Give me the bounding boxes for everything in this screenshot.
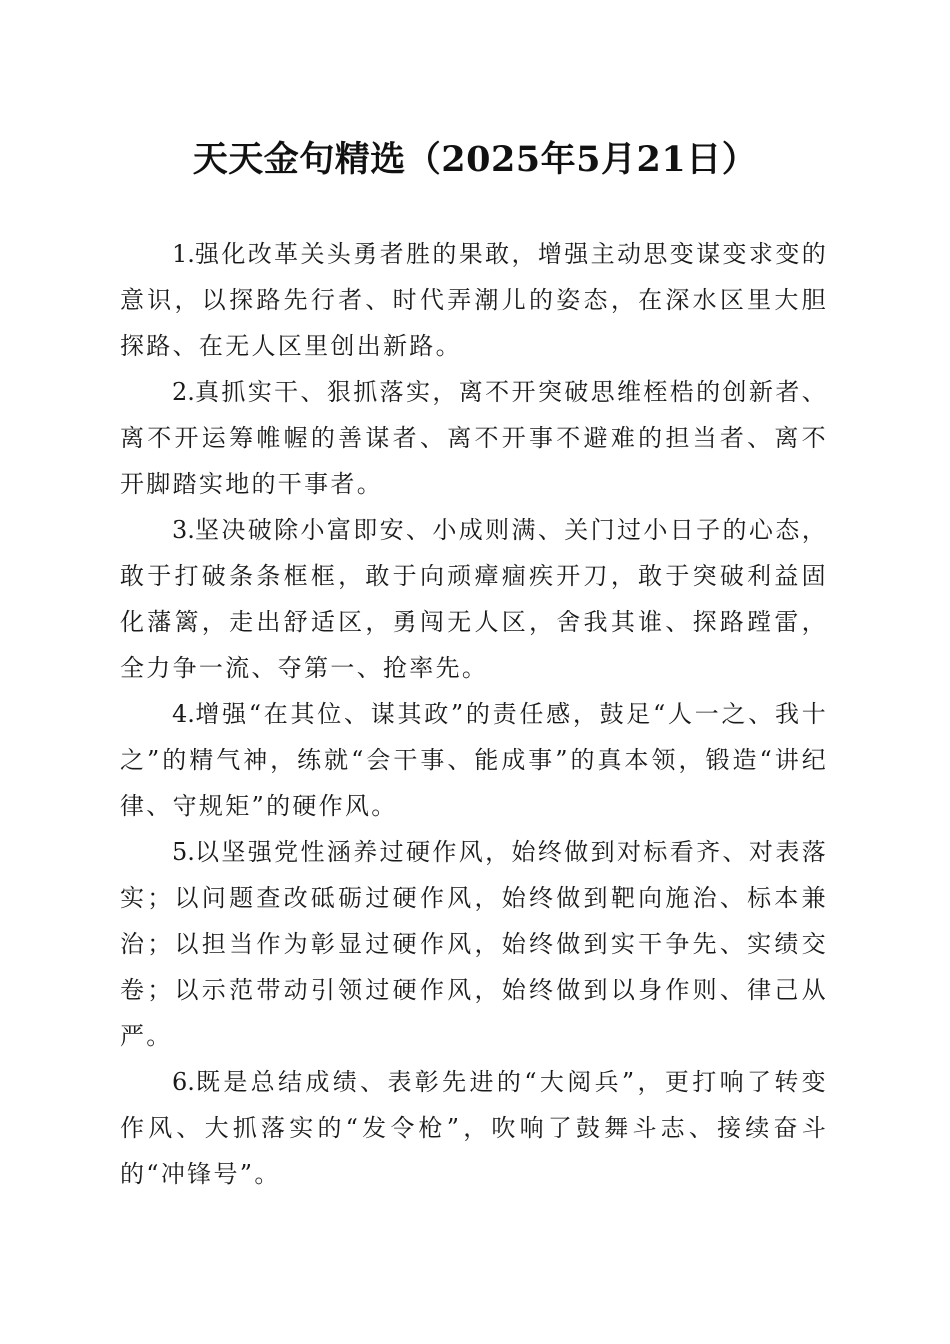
- paragraph-4: [120, 691, 828, 829]
- paragraph-text: 增强“在其位、谋其政”的责任感，鼓足“人一之、我十之”的精气神，练就“会干事、能成事”的真本领，锻造“讲纪律、守规矩”的硬作风。: [120, 700, 828, 820]
- paragraph-text: 既是总结成绩、表彰先进的“大阅兵”，更打响了转变作风、大抓落实的“发令枪”，吹响了鼓舞斗志、接续奋斗的“冲锋号”。: [120, 1068, 828, 1188]
- document-body: [120, 231, 828, 1197]
- paragraph-text: 以坚强党性涵养过硬作风，始终做到对标看齐、对表落实；以问题查改砥砺过硬作风，始终做到靶向施治、标本兼治；以担当作为彰显过硬作风，始终做到实干争先、实绩交卷；以示范带动引领过硬作风，始终做到以身作则、律己从严。: [120, 838, 828, 1050]
- document-title: 天天金句精选（2025年5月21日）: [192, 139, 758, 180]
- paragraph-number: 5.: [172, 838, 195, 866]
- paragraph-number: 1.: [172, 240, 195, 268]
- paragraph-number: 4.: [172, 700, 195, 728]
- paragraph-text: 真抓实干、狠抓落实，离不开突破思维桎梏的创新者、离不开运筹帷幄的善谋者、离不开事不避难的担当者、离不开脚踏实地的干事者。: [120, 378, 828, 498]
- paragraph-6: [120, 1059, 828, 1197]
- paragraph-text: 强化改革关头勇者胜的果敢，增强主动思变谋变求变的意识，以探路先行者、时代弄潮儿的姿态，在深水区里大胆探路、在无人区里创出新路。: [120, 240, 828, 360]
- paragraph-1: [120, 231, 828, 369]
- paragraph-5: [120, 829, 828, 1059]
- paragraph-number: 2.: [172, 378, 195, 406]
- paragraph-number: 6.: [172, 1068, 195, 1096]
- paragraph-number: 3.: [172, 516, 195, 544]
- paragraph-text: 坚决破除小富即安、小成则满、关门过小日子的心态，敢于打破条条框框，敢于向顽瘴痼疾开刀，敢于突破利益固化藩篱，走出舒适区，勇闯无人区，舍我其谁、探路蹚雷，全力争一流、夺第一、抢率先。: [120, 516, 828, 682]
- paragraph-3: [120, 507, 828, 691]
- paragraph-2: [120, 369, 828, 507]
